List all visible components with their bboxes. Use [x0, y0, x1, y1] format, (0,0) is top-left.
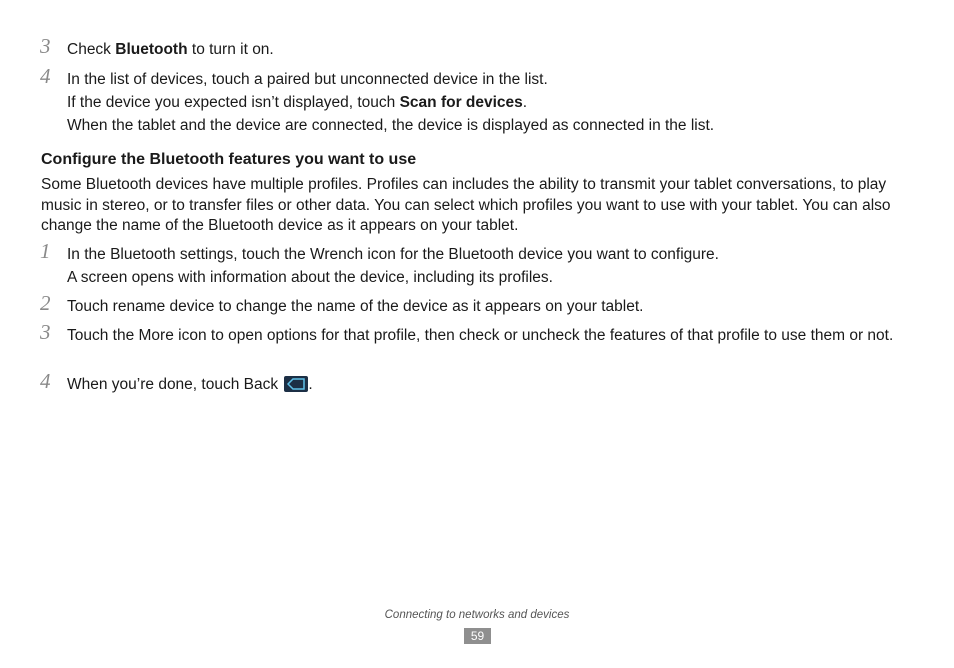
text-run: Check	[67, 41, 116, 58]
step-text: A screen opens with information about the device, including its profiles.	[67, 269, 553, 286]
text-run: When you’re done, touch Back	[67, 376, 283, 393]
text-run: to turn it on.	[187, 41, 274, 58]
step-text: Touch the More icon to open options for that profile, then check or uncheck the features of that profile to use them or not.	[67, 327, 894, 344]
step-text: When the tablet and the device are connected, the device is displayed as connected in the list.	[67, 117, 715, 134]
text-run: If the device you expected isn’t displayed, touch	[67, 94, 400, 111]
back-icon	[284, 376, 308, 392]
step-number: 4	[40, 369, 51, 393]
footer-section-title: Connecting to networks and devices	[384, 609, 570, 621]
scan-for-devices-label: Scan for devices	[399, 94, 523, 111]
text-run: .	[522, 94, 528, 111]
step-text	[67, 375, 313, 395]
page-number: 59	[464, 628, 491, 644]
step-text: In the list of devices, touch a paired but unconnected device in the list.	[67, 71, 548, 88]
section-paragraph: Some Bluetooth devices have multiple profiles. Profiles can includes the ability to transmit your tablet conversations, to play music in stereo, or to transfer files or other data. You can select which profiles you want to use with your tablet. You can also change the name of the Bluetooth device as it appears on your tablet.	[41, 176, 891, 234]
step-number: 3	[40, 320, 51, 344]
step-text: Touch rename device to change the name of the device as it appears on your tablet.	[67, 298, 644, 315]
step-text	[67, 40, 274, 60]
step-number: 4	[40, 64, 51, 88]
bluetooth-label: Bluetooth	[115, 41, 188, 58]
text-run: .	[308, 376, 313, 393]
step-number: 2	[40, 291, 51, 315]
step-number: 1	[40, 239, 51, 263]
step-text	[67, 93, 527, 113]
step-text: In the Bluetooth settings, touch the Wrench icon for the Bluetooth device you want to configure.	[67, 246, 719, 263]
step-number: 3	[40, 34, 51, 58]
section-heading: Configure the Bluetooth features you want to use	[41, 151, 417, 168]
